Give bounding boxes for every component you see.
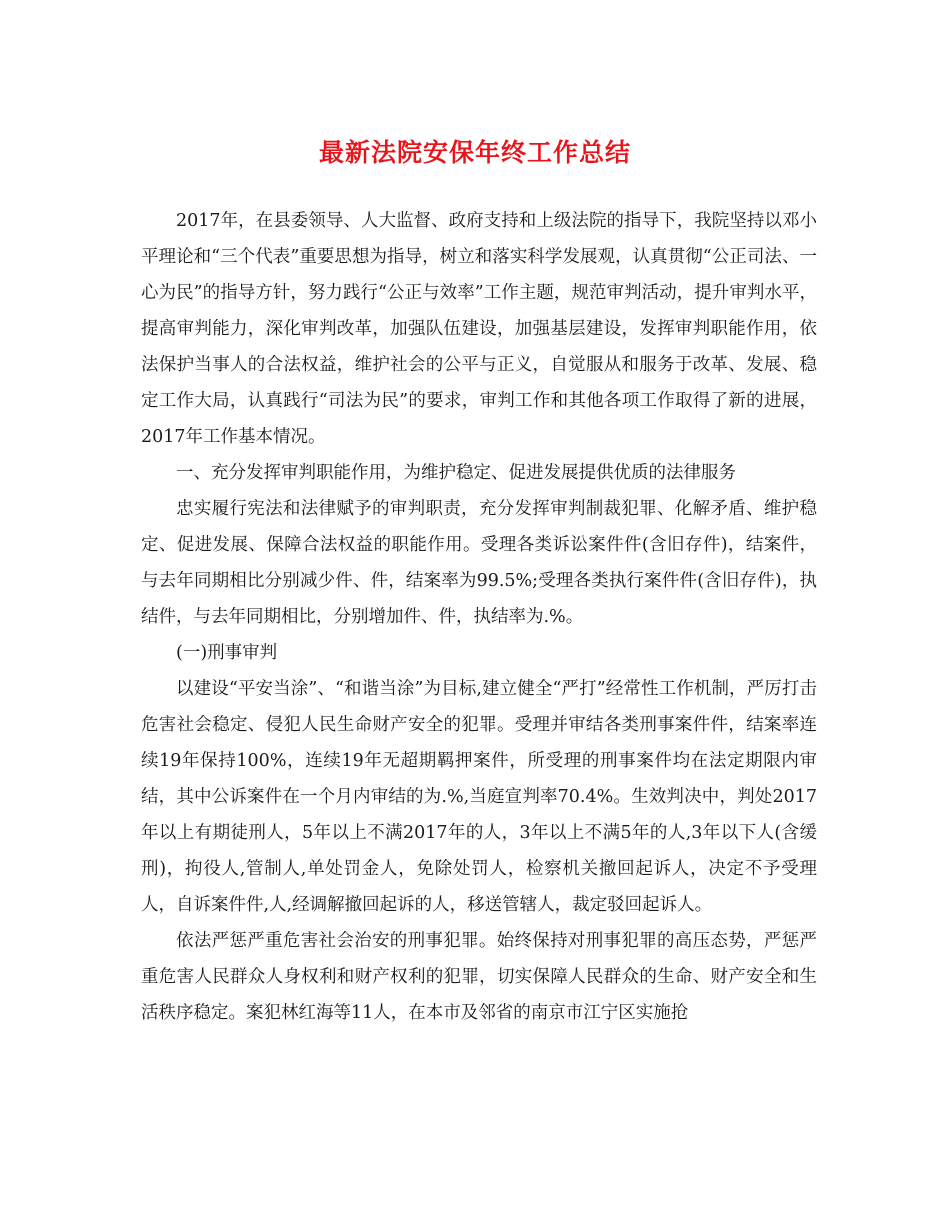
paragraph-intro: 2017年，在县委领导、人大监督、政府支持和上级法院的指导下，我院坚持以邓小平理论和“三个代表”重要思想为指导，树立和落实科学发展观，认真贯彻“公正司法、一心为民”的指导方针，努力践行“公正与效率”工作主题，规范审判活动，提升审判水平，提高审判能力，深化审判改革，加强队伍建设，加强基层建设，发挥审判职能作用，依法保护当事人的合法权益，维护社会的公平与正义，自觉服从和服务于改革、发展、稳定工作大局，认真践行“司法为民”的要求，审判工作和其他各项工作取得了新的进展，2017年工作基本情况。 <box>141 211 817 447</box>
paragraph-crime-punishment: 依法严惩严重危害社会治安的刑事犯罪。始终保持对刑事犯罪的高压态势，严惩严重危害人民群众人身权利和财产权利的犯罪，切实保障人民群众的生命、财产安全和生活秩序稳定。案犯林红海等11人，在本市及邻省的南京市江宁区实施抢 <box>141 931 817 1023</box>
subsection-heading-criminal: (一)刑事审判 <box>176 643 278 663</box>
paragraph-duties: 忠实履行宪法和法律赋予的审判职责，充分发挥审判制裁犯罪、化解矛盾、维护稳定、促进发展、保障合法权益的职能作用。受理各类诉讼案件件(含旧存件)，结案件，与去年同期相比分别减少件、件，结案率为99.5%;受理各类执行案件件(含旧存件)，执结件，与去年同期相比，分别增加件、件，执结率为.%。 <box>141 499 817 627</box>
paragraph-criminal-trial: 以建设“平安当涂”、“和谐当涂”为目标,建立健全“严打”经常性工作机制，严厉打击危害社会稳定、侵犯人民生命财产安全的犯罪。受理并审结各类刑事案件件，结案率连续19年保持100%，连续19年无超期羁押案件，所受理的刑事案件均在法定期限内审结，其中公诉案件在一个月内审结的为.%,当庭宣判率70.4%。生效判决中，判处2017年以上有期徒刑人，5年以上不满2017年的人，3年以上不满5年的人,3年以下人(含缓刑)，拘役人,管制人,单处罚金人，免除处罚人，检察机关撤回起诉人，决定不予受理人，自诉案件件,人,经调解撤回起诉的人，移送管辖人，裁定驳回起诉人。 <box>141 679 817 915</box>
document-body <box>141 203 817 1031</box>
document-title: 最新法院安保年终工作总结 <box>318 138 631 167</box>
section-heading-1: 一、充分发挥审判职能作用，为维护稳定、促进发展提供优质的法律服务 <box>176 463 736 483</box>
